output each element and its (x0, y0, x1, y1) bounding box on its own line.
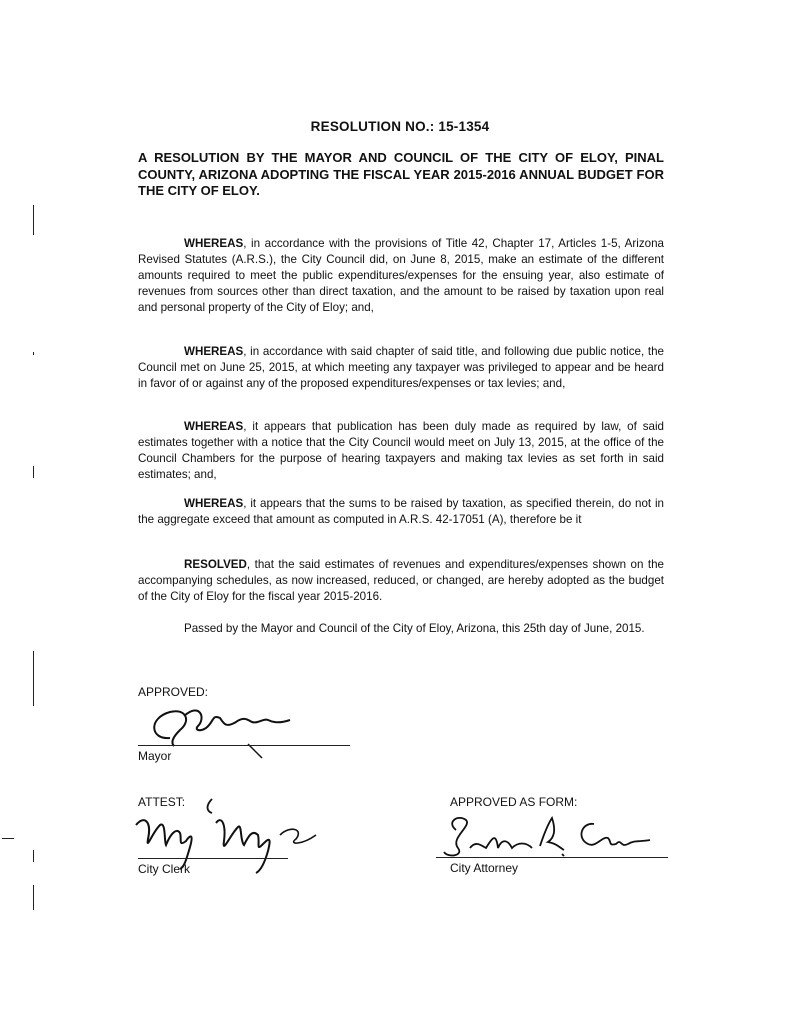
clerk-title: City Clerk (138, 862, 191, 876)
paragraph-whereas-2 (138, 344, 664, 392)
attorney-title: City Attorney (450, 861, 519, 875)
paragraph-passed (138, 621, 664, 637)
approved-as-form-label: APPROVED AS FORM: (450, 795, 578, 809)
scan-mark (33, 352, 34, 355)
paragraph-text: , in accordance with said chapter of said title, and following due public notice, the Council met on June 25, 2015, at which meeting any taxpayer was privileged to appear and be heard in favor of or against any of the proposed expenditures/expenses or tax levies; and, (138, 345, 664, 390)
paragraph-whereas-4 (138, 496, 664, 528)
scan-mark (33, 850, 34, 862)
paragraph-lead: WHEREAS (184, 420, 244, 433)
paragraph-whereas-1 (138, 236, 664, 316)
approved-label: APPROVED: (138, 685, 209, 699)
paragraph-resolved (138, 557, 664, 605)
scan-mark (33, 466, 34, 478)
scan-mark (33, 651, 34, 706)
attorney-signature-line (436, 857, 668, 858)
scan-mark (2, 838, 14, 839)
resolution-number: RESOLUTION NO.: 15-1354 (310, 119, 490, 134)
paragraph-text: , that the said estimates of revenues and expenditures/expenses shown on the accompanying schedules, as now increased, reduced, or changed, are hereby adopted as the budget of the City of Eloy for the fiscal year 2015-2016. (138, 558, 664, 603)
paragraph-whereas-3 (138, 419, 664, 483)
paragraph-text: , it appears that publication has been duly made as required by law, of said estimates together with a notice that the City Council would meet on July 13, 2015, at the office of the Council Chambers for the purpose of hearing taxpayers and making tax levies as set forth in said estimates; and, (138, 420, 664, 481)
attorney-signature (436, 808, 666, 868)
clerk-signature-line (138, 858, 288, 859)
paragraph-lead: WHEREAS (184, 345, 244, 358)
scan-mark (33, 205, 34, 235)
paragraph-lead: WHEREAS (184, 237, 244, 250)
paragraph-lead: RESOLVED (184, 558, 247, 571)
mayor-title: Mayor (138, 749, 172, 763)
paragraph-text: Passed by the Mayor and Council of the City of Eloy, Arizona, this 25th day of June, 2015. (184, 622, 645, 635)
attest-label: ATTEST: (138, 795, 186, 809)
scan-mark (33, 885, 34, 910)
paragraph-text: , in accordance with the provisions of Title 42, Chapter 17, Articles 1-5, Arizona Revised Statutes (A.R.S.), the City Council did, on June 8, 2015, make an estimate of the different amounts required to meet the public expenditures/expenses for the ensuing year, also estimate of revenues from sources other than direct taxation, and the amount to be raised by taxation upon real and personal property of the City of Eloy; and, (138, 237, 664, 314)
mayor-signature-line (138, 745, 350, 746)
paragraph-lead: WHEREAS (184, 497, 244, 510)
paragraph-text: , it appears that the sums to be raised by taxation, as specified therein, do not in the aggregate exceed that amount as computed in A.R.S. 42-17051 (A), therefore be it (138, 497, 664, 526)
resolution-heading: A RESOLUTION BY THE MAYOR AND COUNCIL OF THE CITY OF ELOY, PINAL COUNTY, ARIZONA ADOPTING THE FISCAL YEAR 2015-2016 ANNUAL BUDGET FOR THE CITY OF ELOY. (138, 150, 664, 198)
